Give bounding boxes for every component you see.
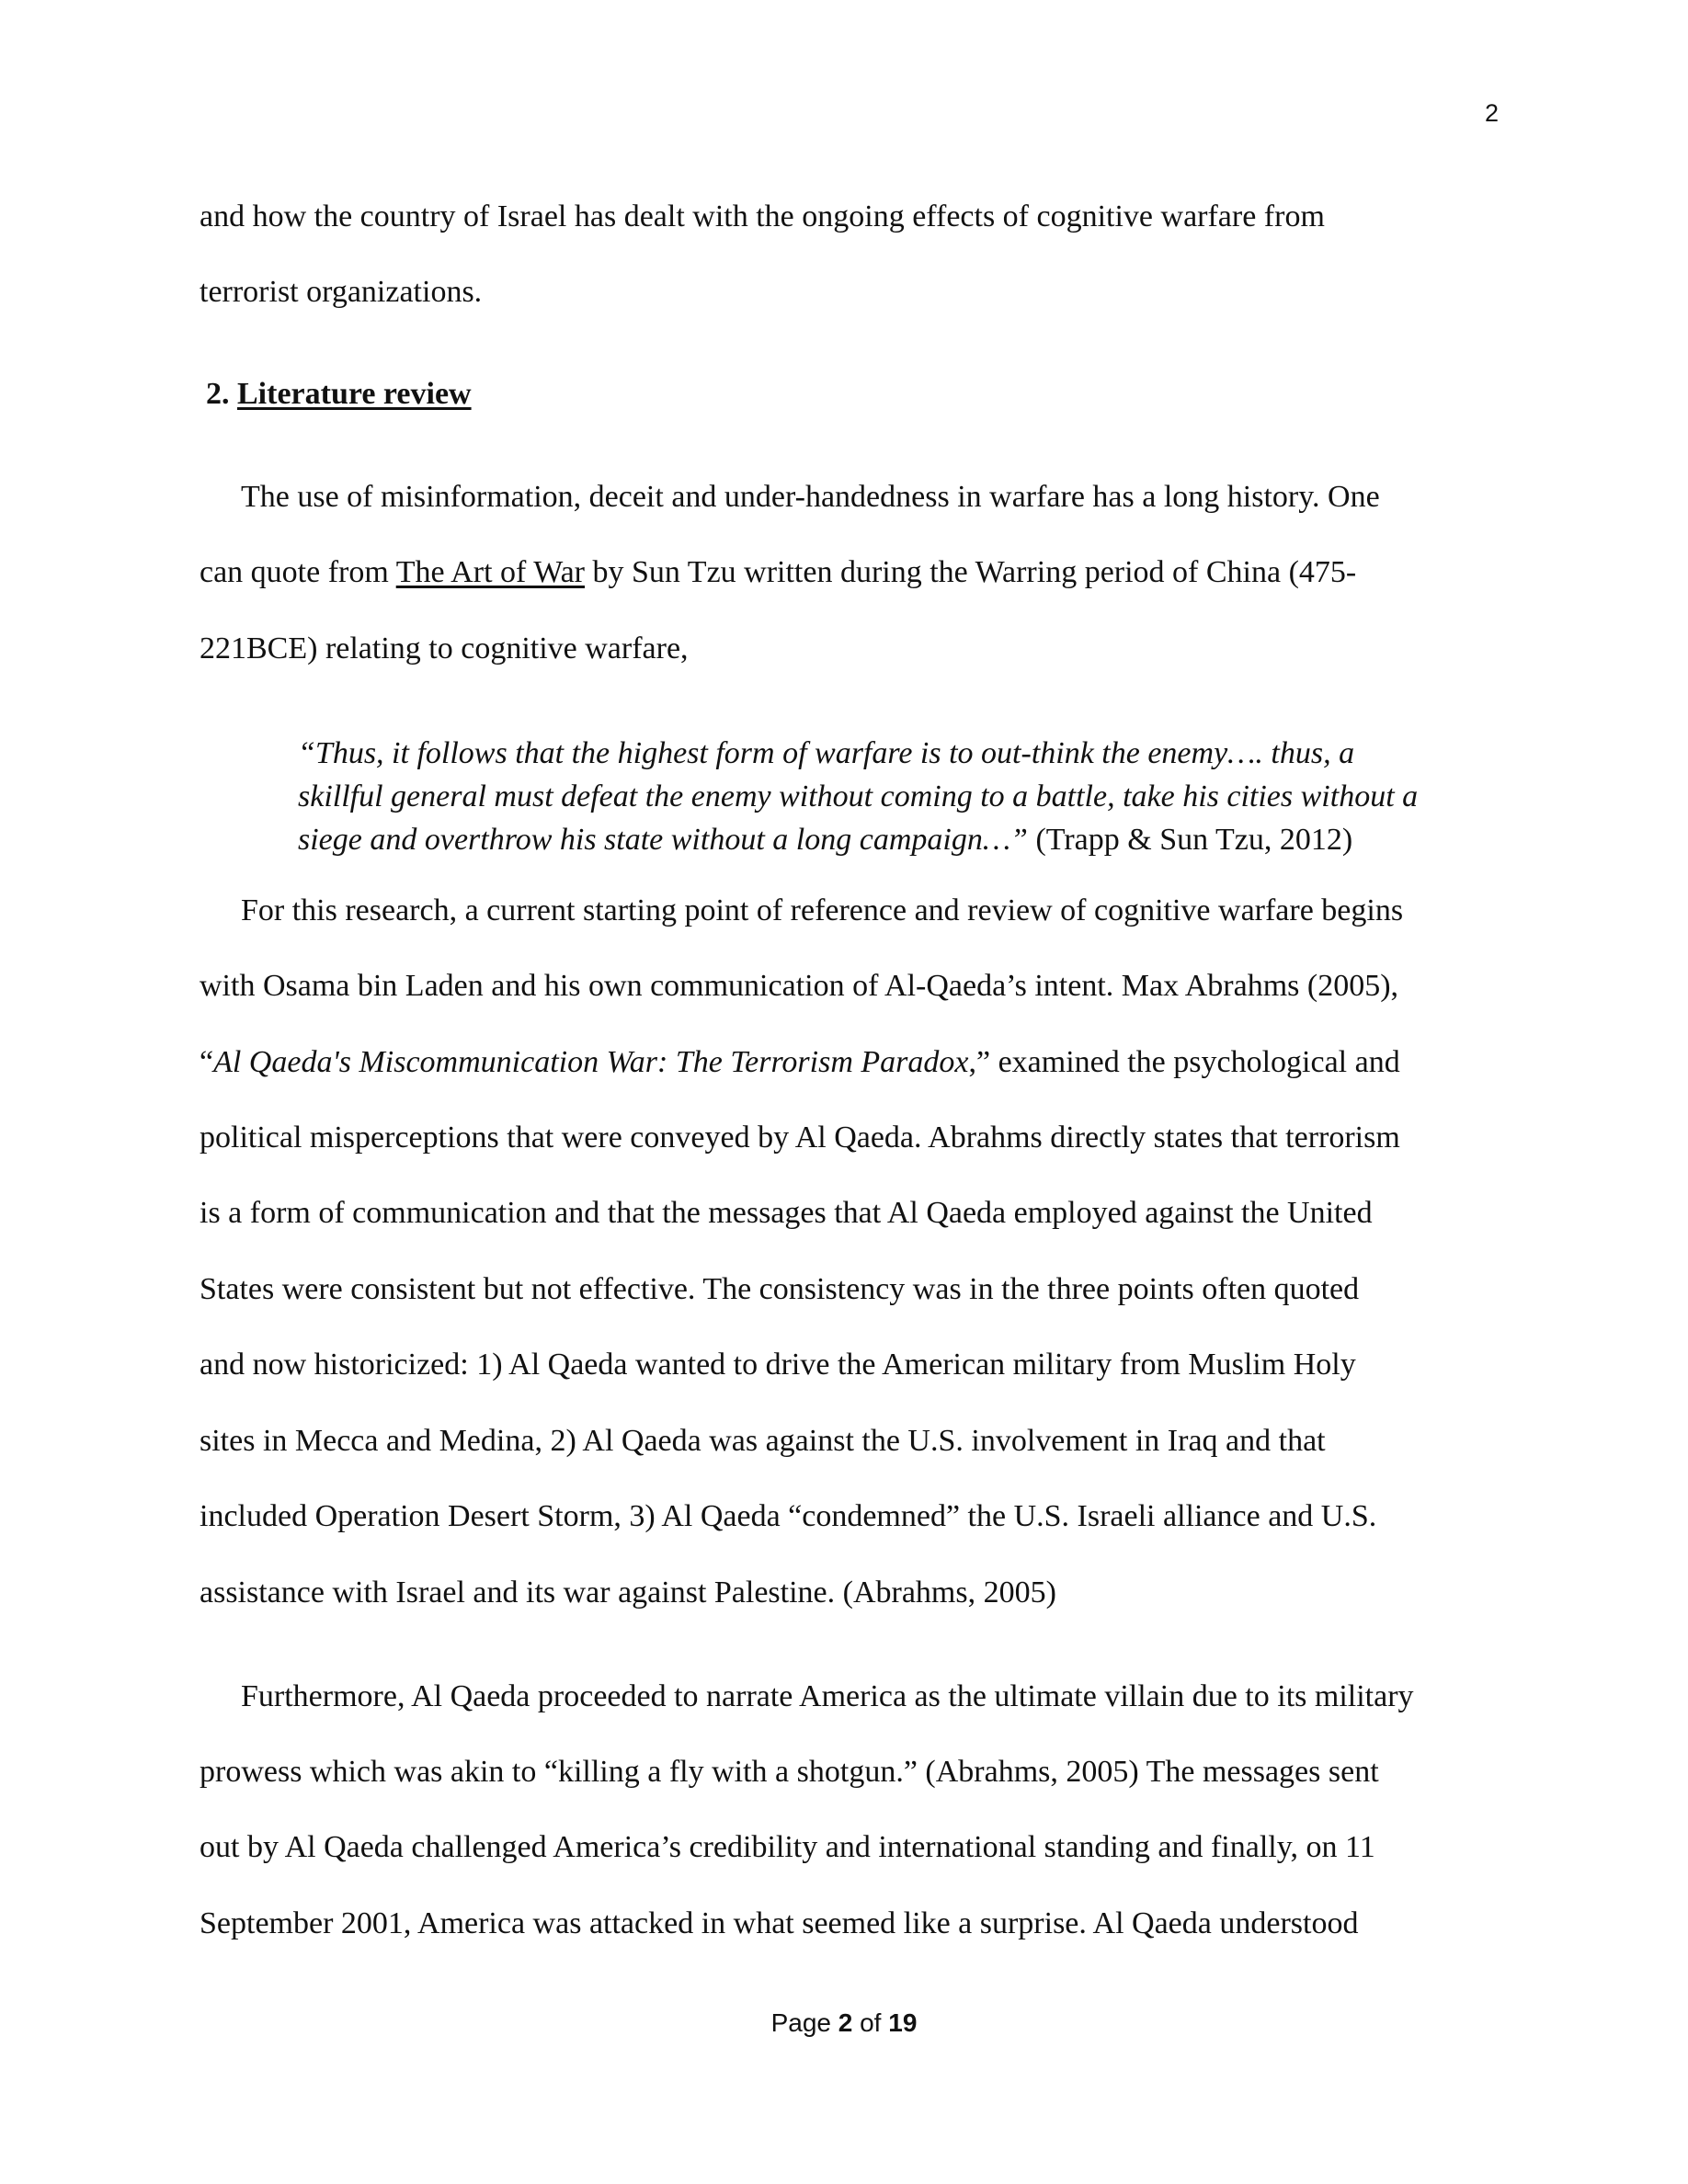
para1-line-2-post: by Sun Tzu written during the Warring period of China (475- xyxy=(585,555,1357,589)
intro-line-2: terrorist organizations. xyxy=(200,275,483,309)
footer-prefix: Page xyxy=(770,2008,838,2037)
footer-total-pages: 19 xyxy=(888,2008,918,2037)
quote-line-3-text: siege and overthrow his state without a long campaign…” xyxy=(298,823,1028,857)
para2-line-8: sites in Mecca and Medina, 2) Al Qaeda was against the U.S. involvement in Iraq and that xyxy=(200,1424,1326,1458)
para2-line-3-rest: ,” examined the psychological and xyxy=(968,1045,1400,1079)
para3-line-2: prowess which was akin to “killing a fly with a shotgun.” (Abrahms, 2005) The messages sent xyxy=(200,1755,1379,1789)
intro-line-1: and how the country of Israel has dealt with the ongoing effects of cognitive warfare from xyxy=(200,199,1325,233)
quote-citation: (Trapp & Sun Tzu, 2012) xyxy=(1027,823,1353,857)
article-title: Al Qaeda's Miscommunication War: The Terrorism Paradox xyxy=(213,1045,969,1079)
para3-line-4: September 2001, America was attacked in what seemed like a surprise. Al Qaeda understood xyxy=(200,1906,1359,1940)
para2-line-9: included Operation Desert Storm, 3) Al Qaeda “condemned” the U.S. Israeli alliance and U.S. xyxy=(200,1499,1377,1533)
quote-line-3 xyxy=(298,822,1352,859)
para2-line-4: political misperceptions that were conveyed by Al Qaeda. Abrahms directly states that terrorism xyxy=(200,1120,1400,1155)
section-number: 2. xyxy=(206,377,230,411)
para2-line-2: with Osama bin Laden and his own communication of Al-Qaeda’s intent. Max Abrahms (2005), xyxy=(200,969,1399,1003)
para2-line-10: assistance with Israel and its war against Palestine. (Abrahms, 2005) xyxy=(200,1575,1056,1610)
section-heading xyxy=(206,377,472,412)
para2-line-6: States were consistent but not effective. The consistency was in the three points often quoted xyxy=(200,1272,1360,1306)
para1-line-1: The use of misinformation, deceit and under-handedness in warfare has a long history. One xyxy=(241,480,1380,514)
para1-line-2-pre: can quote from xyxy=(200,555,396,589)
para3-line-3: out by Al Qaeda challenged America’s credibility and international standing and finally, on 11 xyxy=(200,1830,1375,1864)
page-footer xyxy=(0,2008,1688,2038)
quote-line-2: skillful general must defeat the enemy without coming to a battle, take his cities without a xyxy=(298,779,1419,813)
para2-line-7: and now historicized: 1) Al Qaeda wanted to drive the American military from Muslim Holy xyxy=(200,1348,1356,1382)
para2-line-3-open: “ xyxy=(200,1045,214,1079)
para1-line-2 xyxy=(200,554,1356,591)
section-title: Literature review xyxy=(237,377,472,411)
para1-line-3: 221BCE) relating to cognitive warfare, xyxy=(200,631,689,665)
footer-middle: of xyxy=(852,2008,889,2037)
quote-line-1: “Thus, it follows that the highest form of warfare is to out-think the enemy…. thus, a xyxy=(298,736,1355,770)
book-title: The Art of War xyxy=(395,555,585,589)
footer-current-page: 2 xyxy=(838,2008,853,2037)
header-page-number: 2 xyxy=(1484,99,1499,127)
para2-line-1: For this research, a current starting point of reference and review of cognitive warfare begins xyxy=(241,893,1404,927)
para3-line-1: Furthermore, Al Qaeda proceeded to narrate America as the ultimate villain due to its military xyxy=(241,1679,1414,1713)
para2-line-3 xyxy=(200,1044,1400,1081)
para2-line-5: is a form of communication and that the messages that Al Qaeda employed against the United xyxy=(200,1196,1373,1230)
